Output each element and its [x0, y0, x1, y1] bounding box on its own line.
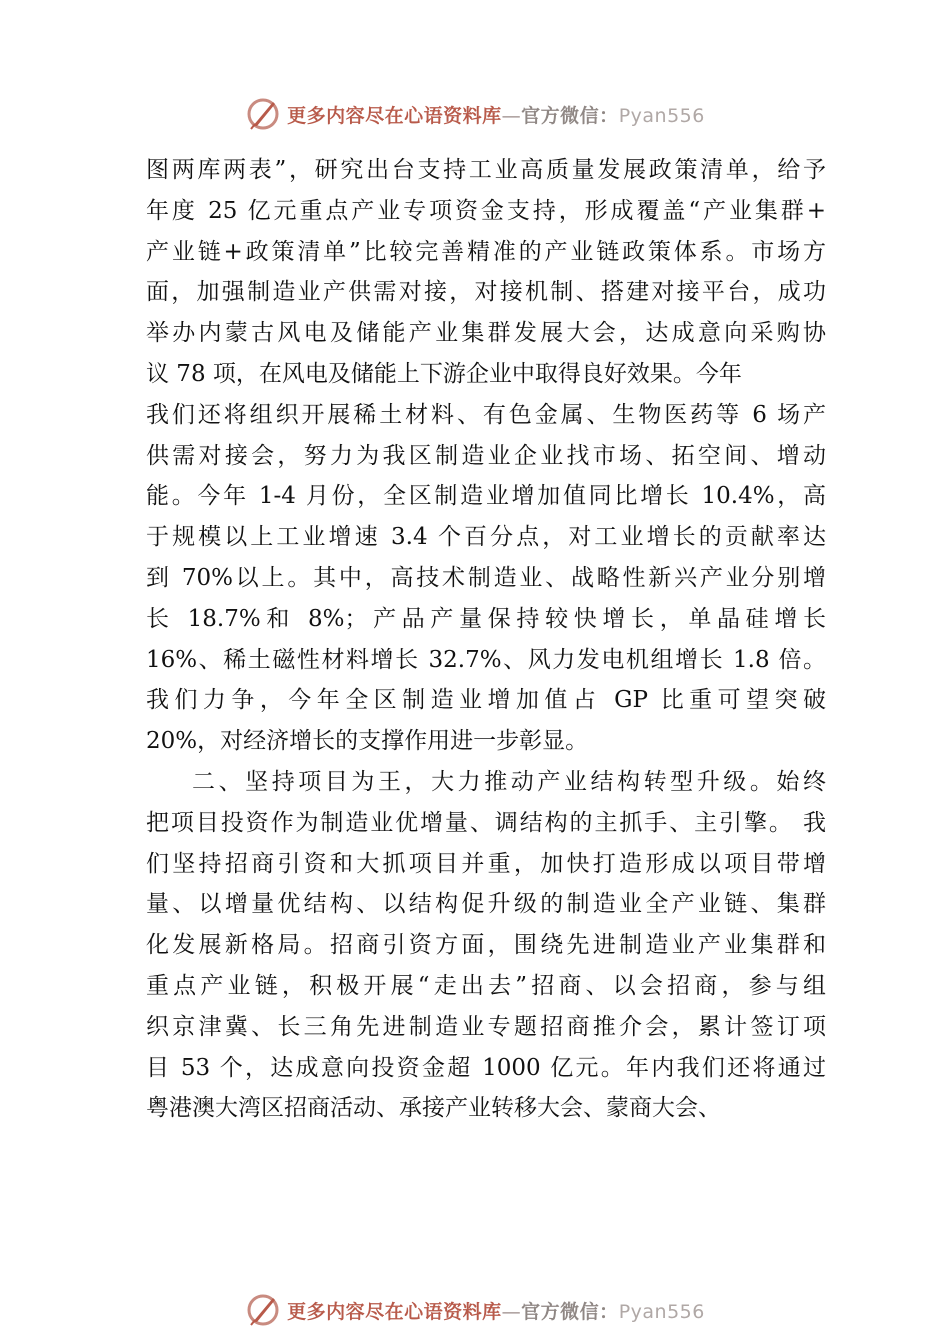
body-text-line: 化发展新格局。招商引资方面，围绕先进制造业产业集群和: [146, 932, 826, 959]
body-text-line: 把项目投资作为制造业优增量、调结构的主抓手、主引擎。 我: [146, 809, 826, 836]
quill-logo-icon: [245, 96, 281, 132]
watermark-site-name: 更多内容尽在心语资料库: [287, 104, 502, 127]
body-text-line: 能。今年 1-4 月份，全区制造业增加值同比增长 10.4%，高: [146, 483, 826, 510]
body-text-line: 我们力争，今年全区制造业增加值占 GP 比重可望突破: [146, 687, 826, 714]
body-text-line: 图两库两表”，研究出台支持工业高质量发展政策清单，给予: [146, 157, 826, 183]
body-text-line: 我们还将组织开展稀土材料、有色金属、生物医药等 6 场产: [146, 401, 826, 428]
watermark-wechat-id: Pyan556: [618, 104, 705, 127]
body-text-line: 到 70%以上。其中，高技术制造业、战略性新兴产业分别增: [146, 564, 826, 591]
body-text-line: 织京津冀、长三角先进制造业专题招商推介会，累计签订项: [146, 1013, 826, 1040]
body-text-line: 二、坚持项目为王，大力推动产业结构转型升级。始终: [192, 768, 826, 795]
body-text-line: 年度 25 亿元重点产业专项资金支持，形成覆盖“产业集群+: [146, 197, 826, 224]
watermark-wechat-id: Pyan556: [618, 1300, 705, 1323]
footer-watermark: [0, 1290, 950, 1330]
watermark-wechat-label: 官方微信：: [521, 104, 619, 127]
body-text-line: 量、以增量优结构、以结构促升级的制造业全产业链、集群: [146, 891, 826, 918]
body-text-line: 16%、稀土磁性材料增长 32.7%、风力发电机组增长 1.8 倍。: [146, 646, 826, 673]
body-text-line: 供需对接会，努力为我区制造业企业找市场、拓空间、增动: [146, 442, 826, 469]
body-text-line: 20%，对经济增长的支撑作用进一步彰显。: [146, 728, 589, 755]
body-text-line: 粤港澳大湾区招商活动、承接产业转移大会、蒙商大会、: [146, 1095, 721, 1122]
body-text-line: 议 78 项，在风电及储能上下游企业中取得良好效果。今年: [146, 360, 742, 387]
watermark-text: [287, 1297, 705, 1324]
watermark-separator: —: [501, 104, 522, 127]
body-text-line: 们坚持招商引资和大抓项目并重，加快打造形成以项目带增: [146, 850, 826, 877]
quill-logo-icon: [245, 1292, 281, 1328]
watermark-site-name: 更多内容尽在心语资料库: [287, 1300, 502, 1323]
body-text-line: 目 53 个，达成意向投资金超 1000 亿元。年内我们还将通过: [146, 1054, 826, 1081]
body-text-line: 长 18.7%和 8%；产品产量保持较快增长，单晶硅增长: [146, 605, 826, 632]
body-text-line: 举办内蒙古风电及储能产业集群发展大会，达成意向采购协: [146, 320, 826, 347]
watermark-wechat-label: 官方微信：: [521, 1300, 619, 1323]
body-text-line: 于规模以上工业增速 3.4 个百分点，对工业增长的贡献率达: [146, 524, 826, 551]
header-watermark: [0, 94, 950, 134]
watermark-text: [287, 101, 705, 128]
body-text-line: 面，加强制造业产供需对接，对接机制、搭建对接平台，成功: [146, 279, 826, 306]
watermark-separator: —: [501, 1300, 522, 1323]
document-body: [146, 150, 826, 1129]
body-text-line: 产业链+政策清单”比较完善精准的产业链政策体系。市场方: [146, 238, 826, 265]
body-text-line: 重点产业链，积极开展“走出去”招商、以会招商，参与组: [146, 972, 826, 999]
